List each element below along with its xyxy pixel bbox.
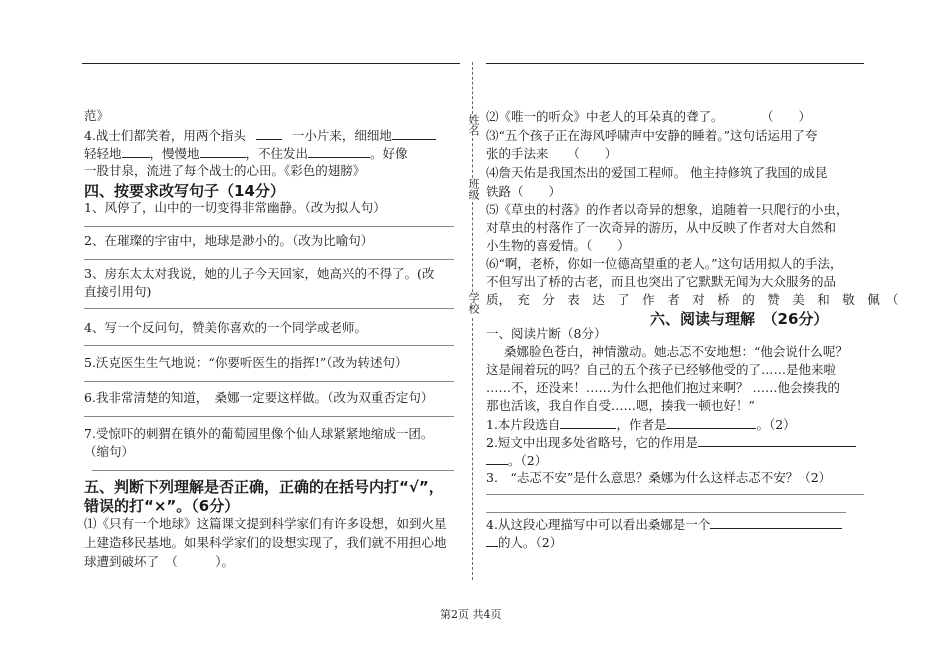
question-4-line3: 一股甘泉，流进了每个战士的心田。《彩色的翅膀》 [84,163,366,178]
answer-line[interactable] [84,226,454,227]
answer-line[interactable] [84,416,454,417]
class-label: 班级 [467,178,480,200]
continuation-text: 范》 [84,108,110,123]
rq4-text: 的人。（2） [498,535,563,550]
page-number: 第2页 共4页 [440,608,502,621]
rewrite-q3-line1: 3、房东太太对我说，她的儿子今天回家，她高兴的不得了。(改 [84,266,435,281]
question-4-line1 [84,127,436,144]
answer-line[interactable] [92,470,454,471]
judge-q4-line1: ⑷詹天佑是我国杰出的爱国工程师。 他主持修筑了我国的成昆 [486,165,828,180]
passage-line1: 桑娜脸色苍白，神情激动。她忐忑不安地想：“他会说什么呢？ [504,344,848,359]
section-5-title-line2: 错误的打“×”。（6分） [84,497,240,515]
judge-q1-line2: 上建造移民基地。如果科学家们的设想实现了，我们就不用担心地 [84,535,447,550]
rq1-text: 1.本片段选自 [486,417,561,432]
section-4-title: 四、按要求改写句子（14分） [84,182,285,200]
judge-q3-line1: ⑶“五个孩子正在海风呼啸声中安静的睡着。”这句话运用了夸 [486,128,818,143]
rq1-blank-2[interactable] [666,416,756,429]
rewrite-q3-line2: 直接引用句) [84,284,152,299]
q4-text: ，慢慢地 [149,146,200,161]
name-label: 姓名 [467,114,480,136]
rq1-text: ，作者是 [616,417,667,432]
rq4-blank[interactable] [710,516,842,529]
q4-blank-5[interactable] [308,145,370,158]
passage-line4: 那也活该，我自作自受……嗯，揍我一顿也好！” [486,398,755,413]
reading-q2-line1 [486,434,856,451]
q4-text: 4.战士们都笑着，用两个指头 [84,128,246,143]
rewrite-q6: 6.我非常清楚的知道， 桑娜一定要这样做。（改为双重否定句） [84,390,434,405]
q4-text: 。好像 [370,146,408,161]
passage-line3: ……不，还没来！……为什么把他们抱过来啊？ ……他会揍我的 [486,380,840,395]
rq1-text: 。（2） [756,417,796,432]
section-5-title-line1: 五、判断下列理解是否正确，正确的在括号内打“√”， [84,478,444,496]
binding-dash [472,62,473,114]
answer-line[interactable] [84,381,454,382]
answer-line[interactable] [84,345,454,346]
judge-q5-line3[interactable]: 小生物的喜爱情。（ ） [486,238,630,253]
rq2-blank[interactable] [698,434,856,447]
left-top-rule [82,63,460,64]
binding-dash [472,318,473,580]
q4-blank-4[interactable] [200,145,246,158]
rewrite-q7-line1: 7.受惊吓的刺猬在镇外的葡萄园里像个仙人球紧紧地缩成一团。 [84,426,434,441]
rq4-text: 4.从这段心理描写中可以看出桑娜是一个 [486,517,711,532]
judge-q6-line2: 不但写出了桥的古老，而且也突出了它默默无闻为大众服务的品 [486,274,837,289]
binding-dash [472,202,473,292]
binding-dash [472,138,473,178]
reading-subtitle: 一、阅读片断（8分） [486,326,607,341]
answer-line[interactable] [84,259,454,260]
reading-q1 [486,416,796,433]
rq1-blank-1[interactable] [560,416,616,429]
judge-q5-line2: 对草虫的村落作了一次奇异的游历，从中反映了作者对大自然和 [486,220,837,235]
rewrite-q1: 1、风停了，山中的一切变得非常幽静。（改为拟人句） [84,200,386,215]
question-4-line2 [84,145,408,162]
judge-q6-line3[interactable]: 质， 充 分 表 达 了 作 者 对 桥 的 赞 美 和 敬 佩 （ [486,292,899,307]
answer-line[interactable] [84,308,454,309]
judge-q1-line3[interactable]: 球遭到破坏了 （ ）。 [84,554,235,569]
judge-q2[interactable]: ⑵《唯一的听众》中老人的耳朵真的聋了。 （ ） [486,109,812,124]
reading-q3: 3. “忐忑不安”是什么意思？桑娜为什么这样忐忑不安？（2） [486,470,832,485]
judge-q1-line1: ⑴《只有一个地球》这篇课文提到科学家们有许多设想，如到火星 [84,516,447,531]
rq2-text: 2.短文中出现多处省略号，它的作用是 [486,435,698,450]
q4-blank-1[interactable] [256,127,282,140]
judge-q4-line2[interactable]: 铁路（ ） [486,184,562,199]
q4-text: 一小片来，细细地 [291,128,392,143]
judge-q5-line1: ⑸《草虫的村落》的作者以奇异的想象，追随着一只爬行的小虫， [486,202,849,217]
rewrite-q4: 4、写一个反问句，赞美你喜欢的一个同学或老师。 [84,320,367,335]
q4-blank-3[interactable] [122,145,150,158]
q4-blank-2[interactable] [392,127,436,140]
reading-q4-line2 [486,534,562,551]
right-top-rule [486,63,864,64]
q4-text: 轻轻地 [84,146,122,161]
judge-q3-line2[interactable]: 张的手法来 （ ） [486,146,618,161]
passage-line2: 这是闹着玩的吗？自己的五个孩子已经够他受的了……是他来啦 [486,362,837,377]
rewrite-q2: 2、在璀璨的宇宙中，地球是渺小的。（改为比喻句） [84,233,374,248]
judge-q6-line1: ⑹“啊，老桥，你如一位德高望重的老人。”这句话用拟人的手法， [486,256,843,271]
rq2-text: 。（2） [508,453,548,468]
rewrite-q5: 5.沃克医生生气地说：“你要听医生的指挥!”（改为转述句） [84,355,408,370]
answer-line[interactable] [486,494,864,495]
school-label: 学校 [467,292,480,314]
reading-q2-line2 [486,452,547,469]
rq2-blank-cont[interactable] [486,452,508,465]
rewrite-q7-line2: （缩句） [84,444,135,459]
reading-q4-line1 [486,516,842,533]
section-6-title: 六、阅读与理解 （26分） [650,310,829,328]
q4-text: ，不住发出 [245,146,309,161]
answer-line[interactable] [486,512,846,513]
rq4-blank-cont[interactable] [486,534,498,547]
